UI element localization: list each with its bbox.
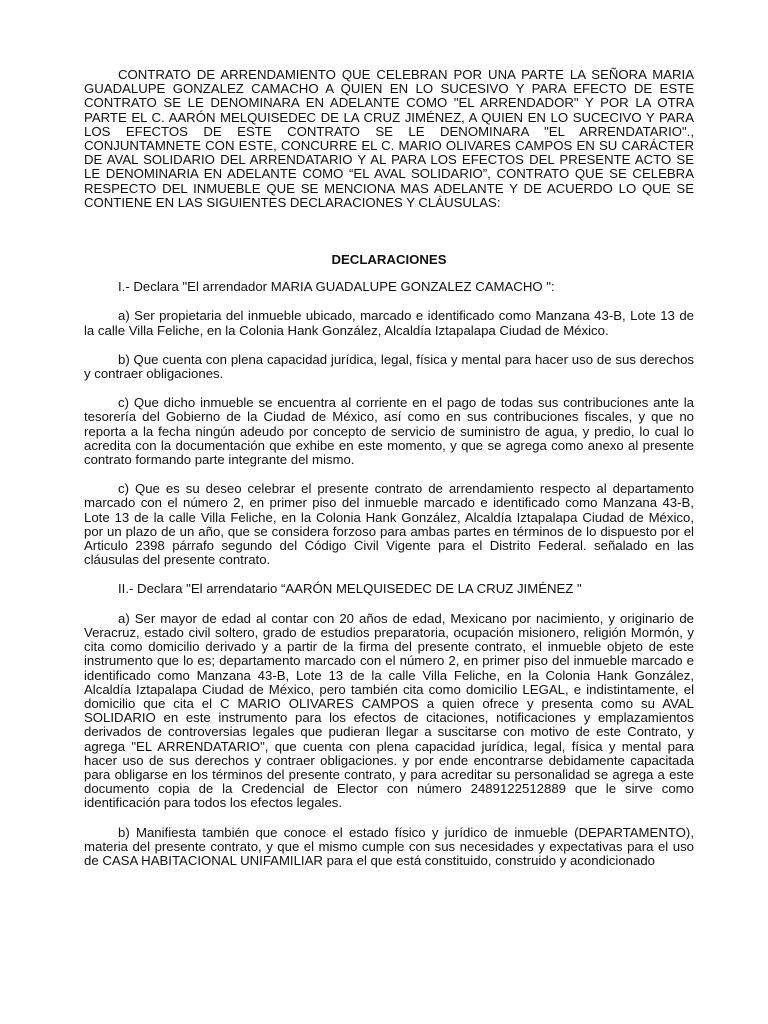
declaration-2-a: a) Ser mayor de edad al contar con 20 años de edad, Mexicano por nacimiento, y originario de Veracruz, estado civil soltero, grado de estudios preparatoria, ocupación misionero, religión Mormón, y cita como domicilio derivado y a partir de la firma del presente contrato, el inmueble objeto de este instrumento que lo es; departamento marcado con el número 2, en primer piso del inmueble marcado e identificado como Manzana 43-B, Lote 13 de la calle Villa Feliche, en la Colonia Hank González, Alcaldía Iztapalapa Ciudad de México, pero también cita como domicilio LEGAL, e indistintamente, el domicilio que cita el C MARIO OLIVARES CAMPOS a quien ofrece y presenta como su AVAL SOLIDARIO en este instrumento para los efectos de citaciones, notificaciones y emplazamientos derivados de controversias legales que pudieran llegar a suscitarse con motivo de este Contrato, y agrega "EL ARRENDATARIO", que cuenta con plena capacidad jurídica, legal, física y mental para hacer uso de sus derechos y contraer obligaciones. y por ende encontrarse debidamente capacitada para obligarse en los términos del presente contrato, y para acreditar su personalidad se agrega a este documento copia de la Credencial de Elector con número 2489122512889 que le sirve como identificación para todos los efectos legales. [84, 610, 694, 811]
declaration-1-a: a) Ser propietaria del inmueble ubicado, marcado e identificado como Manzana 43-B, Lote 13 de la calle Villa Feliche, en la Colonia Hank González, Alcaldía Iztapalapa Ciudad de México. [84, 308, 694, 338]
contract-intro: CONTRATO DE ARRENDAMIENTO QUE CELEBRAN POR UNA PARTE LA SEÑORA MARIA GUADALUPE GONZALEZ CAMACHO A QUIEN EN LO SUCESIVO Y PARA EFECTO DE ESTE CONTRATO SE LE DENOMINARA EN ADELANTE COMO "EL ARRENDADOR" Y POR LA OTRA PARTE EL C. AARÓN MELQUISEDEC DE LA CRUZ JIMÉNEZ, A QUIEN EN LO SUCECIVO Y PARA LOS EFECTOS DE ESTE CONTRATO SE LE DENOMINARA "EL ARRENDATARIO"., CONJUNTAMNETE CON ESTE, CONCURRE EL C. MARIO OLIVARES CAMPOS EN SU CARÁCTER DE AVAL SOLIDARIO DEL ARRENDATARIO Y AL PARA LOS EFECTOS DEL PRESENTE ACTO SE LE DENOMINARIA EN ADELANTE COMO “EL AVAL SOLIDARIO”, CONTRATO QUE SE CELEBRA RESPECTO DEL INMUEBLE QUE SE MENCIONA MAS ADELANTE Y DE ACUERDO LO QUE SE CONTIENE EN LAS SIGUIENTES DECLARACIONES Y CLÁUSULAS: [84, 67, 694, 210]
declaration-1-title: I.- Declara "El arrendador MARIA GUADALUPE GONZALEZ CAMACHO ": [118, 279, 555, 295]
declaration-2-title: II.- Declara "El arrendatario “AARÓN MELQUISEDEC DE LA CRUZ JIMÉNEZ " [118, 581, 582, 597]
declaration-2-b: b) Manifiesta también que conoce el estado físico y jurídico de inmueble (DEPARTAMENTO), materia del presente contrato, y que el mismo cumple con sus necesidades y expectativas para el uso de CASA HABITACIONAL UNIFAMILIAR para el que está constituido, construido y acondicionado [84, 824, 694, 868]
document-page [84, 68, 694, 868]
declaration-1-c-first: c) Que dicho inmueble se encuentra al corriente en el pago de todas sus contribuciones ante la tesorería del Gobierno de la Ciudad de México, así como en sus contribuciones fiscales, y que no reporta a la fecha ningún adeudo por concepto de servicio de suministro de agua, y predio, lo cual lo acredita con la documentación que exhibe en este momento, y que se agrega como anexo al presente contrato formando parte integrante del mismo. [84, 395, 694, 468]
declaration-1-b: b) Que cuenta con plena capacidad jurídica, legal, física y mental para hacer uso de sus derechos y contraer obligaciones. [84, 351, 694, 382]
declaration-1-c-second: c) Que es su deseo celebrar el presente contrato de arrendamiento respecto al departamento marcado con el número 2, en primer piso del inmueble marcado e identificado como Manzana 43-B, Lote 13 de la calle Villa Feliche, en la Colonia Hank González, Alcaldía Iztapalapa Ciudad de México, por un plazo de un año, que se considera forzoso para ambas partes en términos de lo dispuesto por el Articulo 2398 párrafo segundo del Código Civil Vigente para el Distrito Federal. señalado en las cláusulas del presente contrato. [84, 481, 694, 568]
declarations-heading: DECLARACIONES [331, 252, 447, 268]
